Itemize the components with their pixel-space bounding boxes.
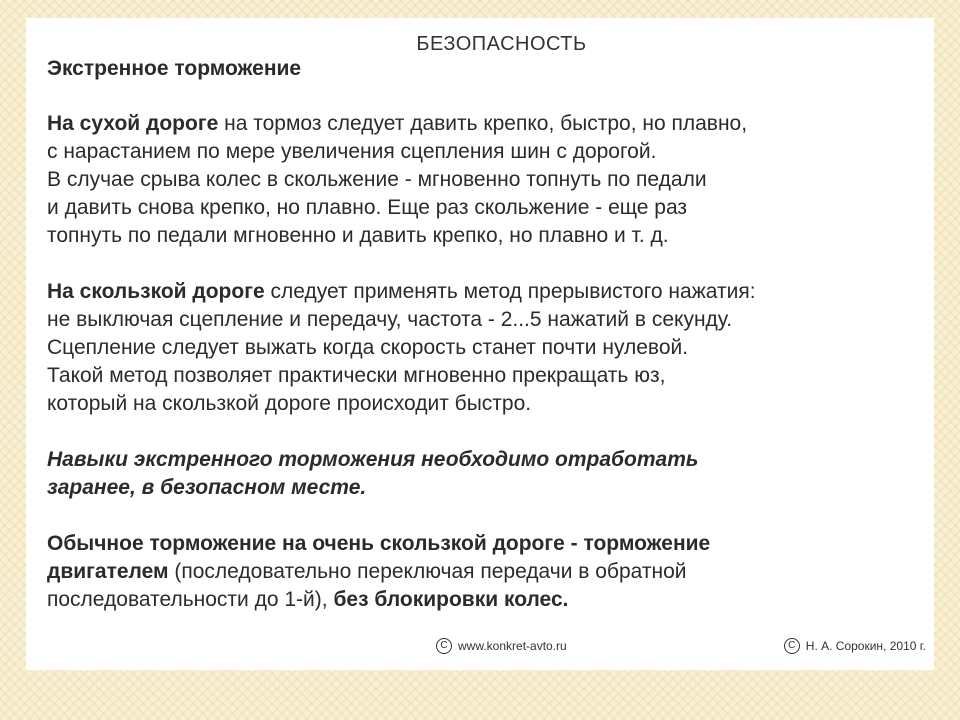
section-subheading: Экстренное торможение [47, 57, 302, 80]
skills-line-2: заранее, в безопасном месте. [47, 476, 367, 499]
slippery-road-paragraph [47, 278, 916, 418]
slide-footer [26, 638, 934, 656]
slippery-road-text-1: следует применять метод прерывистого нажатия: [264, 280, 756, 303]
slippery-road-line-4: Такой метод позволяет практически мгновенно прекращать юз, [47, 364, 666, 387]
spacer [47, 418, 916, 446]
slippery-road-line-2: не выключая сцепление и передачу, частота - 2...5 нажатий в секунду. [47, 308, 733, 331]
spacer [47, 82, 916, 110]
dry-road-line-1 [47, 110, 916, 138]
skills-line-1: Навыки экстренного торможения необходимо отработать [47, 448, 699, 471]
footer-author [784, 638, 926, 654]
no-wheel-lock-term: без блокировки колес. [333, 588, 569, 611]
dry-road-line-2: с нарастанием по мере увеличения сцепления шин с дорогой. [47, 140, 657, 163]
slippery-road-line-1 [47, 278, 916, 306]
slide-panel [26, 18, 934, 670]
slippery-road-line-3: Сцепление следует выжать когда скорость станет почти нулевой. [47, 336, 689, 359]
dry-road-line-4: и давить снова крепко, но плавно. Еще раз скольжение - еще раз [47, 196, 688, 219]
spacer [47, 502, 916, 530]
copyright-icon: C [436, 638, 452, 654]
normal-braking-paragraph [47, 530, 916, 614]
spacer [47, 250, 916, 278]
dry-road-line-3: В случае срыва колес в скольжение - мгновенно топнуть по педали [47, 168, 707, 191]
copyright-icon: C [784, 638, 800, 654]
normal-braking-text-3: последовательности до 1-й), [47, 588, 334, 611]
normal-braking-line-2 [47, 558, 916, 586]
skills-paragraph [47, 446, 916, 502]
normal-braking-text-2: (последовательно переключая передачи в обратной [168, 560, 687, 583]
dry-road-text-1: на тормоз следует давить крепко, быстро, но плавно, [218, 112, 748, 135]
slide-title: БЕЗОПАСНОСТЬ [416, 33, 587, 55]
author-text: Н. А. Сорокин, 2010 г. [805, 639, 926, 653]
normal-braking-line-3 [47, 586, 916, 614]
engine-braking-term: двигателем [47, 560, 169, 583]
website-text: www.konkret-avto.ru [458, 639, 567, 653]
normal-braking-heading: Обычное торможение на очень скользкой дороге - торможение [47, 532, 711, 555]
slippery-road-lead: На скользкой дороге [47, 280, 265, 303]
dry-road-line-5: топнуть по педали мгновенно и давить крепко, но плавно и т. д. [47, 224, 669, 247]
dry-road-paragraph [47, 110, 916, 250]
dry-road-lead: На сухой дороге [47, 112, 219, 135]
footer-website [436, 638, 567, 654]
normal-braking-line-1 [47, 530, 916, 558]
slippery-road-line-5: который на скользкой дороге происходит быстро. [47, 392, 532, 415]
